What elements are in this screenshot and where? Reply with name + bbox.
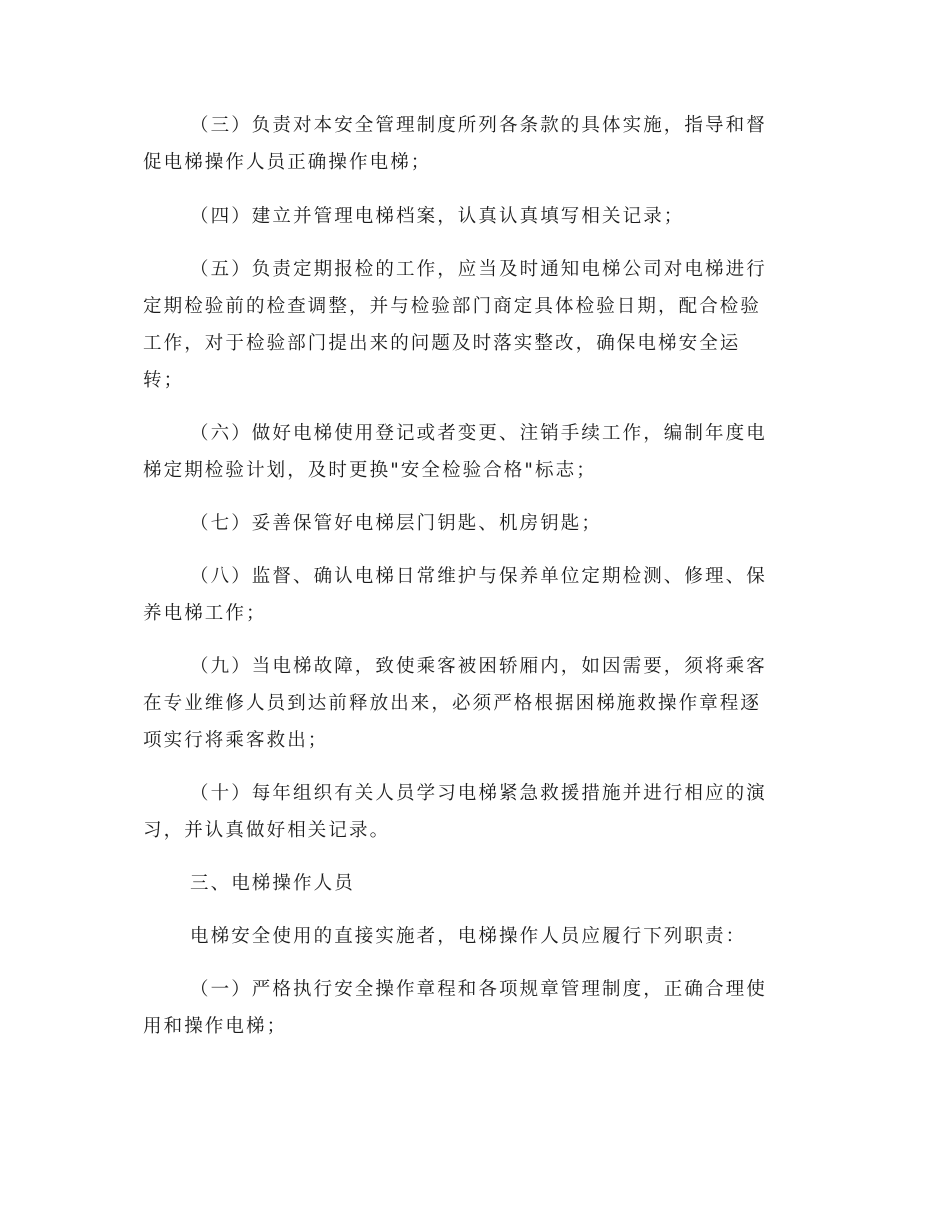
paragraph-9-line-2: 在专业维修人员到达前释放出来，必须严格根据困梯施救操作章程逐: [143, 693, 762, 714]
paragraph-5-line-2: 定期检验前的检查调整，并与检验部门商定具体检验日期，配合检验: [143, 296, 762, 317]
paragraph-5-line-3: 工作，对于检验部门提出来的问题及时落实整改，确保电梯安全运: [143, 333, 741, 354]
paragraph-4-line-1: （四）建立并管理电梯档案，认真认真填写相关记录；: [190, 206, 685, 227]
duty-1-line-1: （一）严格执行安全操作章程和各项规章管理制度，正确合理使: [190, 979, 767, 1000]
paragraph-3-line-1: （三）负责对本安全管理制度所列各条款的具体实施，指导和督: [190, 115, 767, 136]
paragraph-7-line-1: （七）妥善保管好电梯层门钥匙、机房钥匙；: [190, 513, 603, 534]
paragraph-9-line-1: （九）当电梯故障，致使乘客被困轿厢内，如因需要，须将乘客: [190, 656, 767, 677]
section-intro: 电梯安全使用的直接实施者，电梯操作人员应履行下列职责：: [190, 926, 747, 947]
paragraph-10-line-1: （十）每年组织有关人员学习电梯紧急救援措施并进行相应的演: [190, 783, 767, 804]
section-heading: 三、电梯操作人员: [190, 873, 355, 894]
duty-1-line-2: 用和操作电梯；: [143, 1016, 288, 1037]
paragraph-8-line-1: （八）监督、确认电梯日常维护与保养单位定期检测、修理、保: [190, 566, 767, 587]
paragraph-3-line-2: 促电梯操作人员正确操作电梯；: [143, 152, 432, 173]
paragraph-6-line-2: 梯定期检验计划，及时更换"安全检验合格"标志；: [143, 460, 597, 481]
paragraph-6-line-1: （六）做好电梯使用登记或者变更、注销手续工作，编制年度电: [190, 423, 767, 444]
paragraph-10-line-2: 习，并认真做好相关记录。: [143, 820, 391, 841]
paragraph-5-line-4: 转；: [143, 370, 185, 391]
paragraph-9-line-3: 项实行将乘客救出；: [143, 730, 329, 751]
paragraph-8-line-2: 养电梯工作；: [143, 603, 267, 624]
paragraph-5-line-1: （五）负责定期报检的工作，应当及时通知电梯公司对电梯进行: [190, 259, 767, 280]
